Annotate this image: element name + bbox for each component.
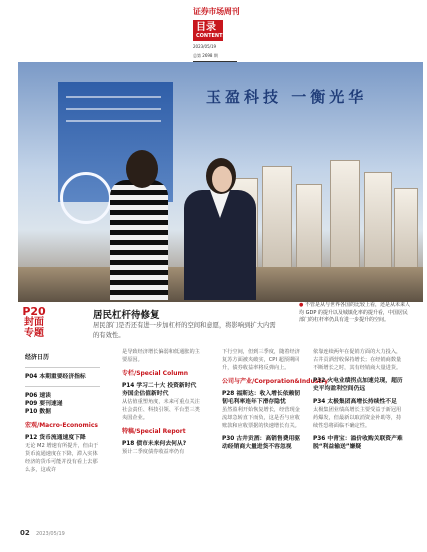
section-macro: 宏观/Macro-Economics	[25, 422, 98, 429]
contents-item-p28-text: 虽然盈利开始恢复增长，经营现金流却急转直下而负，这是否与应收账款和应收票据的快速增长有关。	[222, 407, 300, 429]
page-number: 02	[20, 529, 30, 537]
contents-item-p30[interactable]: P30 古井贡酒：高销售费用驱动经销商大量进货不容忽视	[222, 436, 301, 450]
section-special-column: 专栏/Special Column	[122, 370, 189, 377]
photo-slogan: 玉盈科技 一衡光华	[206, 88, 368, 106]
feature-description: 居民部门是否还有进一步加杠杆的空间和意愿，将影响到扩大内需的有效性。	[93, 322, 276, 339]
caption-text: 不管是从与世界各国的比较上看，还是从未来人均 GDP 的提升以及城镇化率的提升看，中国居民部门的杠杆率仍具有进一步提升的空间。	[299, 302, 410, 323]
contents-item-p14[interactable]: P14 学习二十大 投资新时代 夯国企估值新时代	[122, 383, 197, 397]
contents-block	[193, 20, 227, 41]
contents-cn: 目录	[196, 22, 216, 33]
contents-item-p14-text: 从估值重塑角度，未来可重点关注社会责任、科技引领、平台型三类央国企业。	[122, 399, 200, 421]
brand-title: 证券市场周刊	[193, 6, 240, 16]
model-tower	[330, 160, 360, 273]
person-left	[110, 180, 168, 300]
person-left-head	[126, 150, 158, 188]
contents-item-p06[interactable]: P06 速读	[25, 393, 51, 399]
contents-item-p28[interactable]: P28 福斯达：收入增长依赖韧韧毛利率连年下滑存隐忧	[222, 391, 301, 405]
photo-caption	[299, 302, 411, 325]
page-footer	[20, 529, 410, 537]
masthead	[193, 6, 240, 68]
contents-item-p18[interactable]: P18 债市未来何去何从?	[122, 441, 187, 447]
contents-continued-text: 是导致经济增长偏弱和低通胀的主要原因。	[122, 349, 200, 363]
contents-item-p36[interactable]: P36 中青宝：溢价收购关联资产难脱“利益输送”嫌疑	[313, 436, 403, 450]
cover-photo	[18, 62, 423, 302]
banner-line	[66, 108, 161, 110]
section-economic-calendar: 经济日历	[25, 354, 50, 361]
contents-item-p12[interactable]: P12 货币流通速度下降	[25, 435, 86, 441]
contents-item-p04[interactable]: P04 本期重要经济指标	[25, 374, 86, 380]
contents-item-p09[interactable]: P09 要刊速递	[25, 401, 63, 407]
model-tower	[262, 166, 292, 273]
contents-column-4	[313, 348, 405, 456]
model-tower	[296, 184, 322, 273]
footer-date: 2023/05/19	[35, 531, 65, 537]
contents-continued-text: 下行空间，但到三季度，随着经济复苏方面被夹破实，CPI 超预期回升，债券收益率将反弹向上。	[222, 349, 300, 371]
contents-continued-text: 依靠连续两年在促销方面的大力投入，古井贡酒营收保持增长；在经销商数量不断增长之时，其有经销商大量进货。	[313, 349, 402, 371]
contents-item-p18-text: 预计二季度债券收益率仍有	[122, 449, 185, 455]
banner-line	[66, 96, 161, 98]
contents-item-p34-text: 太极集团业绩高增长主要受益于新冠用药爆发，但最新以取消资金补助等，持续性恐将面临不确定性。	[313, 407, 402, 429]
contents-column-1	[25, 348, 100, 479]
divider	[25, 386, 100, 387]
contents-en: CONTENTS	[196, 33, 227, 39]
caption-marker-icon: ●	[299, 302, 305, 308]
model-tower	[364, 172, 392, 273]
section-corporation-industry: 公司与产业/Corporation&Industry	[222, 378, 329, 385]
contents-column-3	[222, 348, 329, 456]
feature-page: P20	[22, 305, 46, 318]
contents-item-p10[interactable]: P10 数据	[25, 409, 51, 415]
section-special-report: 特稿/Special Report	[122, 428, 186, 435]
divider	[25, 367, 100, 368]
contents-item-p12-text: 无论 M2 增速有所提升，但由于货币流通速度在下降，滞入实体经济的货币可能并没有看上去那么多，这或许	[25, 443, 99, 473]
model-tower	[394, 188, 418, 273]
banner-line	[66, 120, 161, 122]
person-right-face	[212, 166, 232, 192]
feature-title[interactable]: 居民杠杆待修复	[93, 310, 160, 321]
feature-tag-2: 专题	[24, 328, 44, 339]
contents-item-p34[interactable]: P34 太极集团高增长持续性不足	[313, 399, 397, 405]
issue-date: 2023/05/19	[193, 44, 217, 49]
issue-number: 总第 2698 期	[193, 53, 218, 58]
feature-tag-1: 封面	[24, 317, 44, 328]
contents-item-p32[interactable]: P32 火电业绩拐点加速兑现，超历史平均盈利空间仍远	[313, 378, 403, 392]
banner-emblem	[60, 172, 112, 224]
contents-column-2	[122, 348, 202, 461]
